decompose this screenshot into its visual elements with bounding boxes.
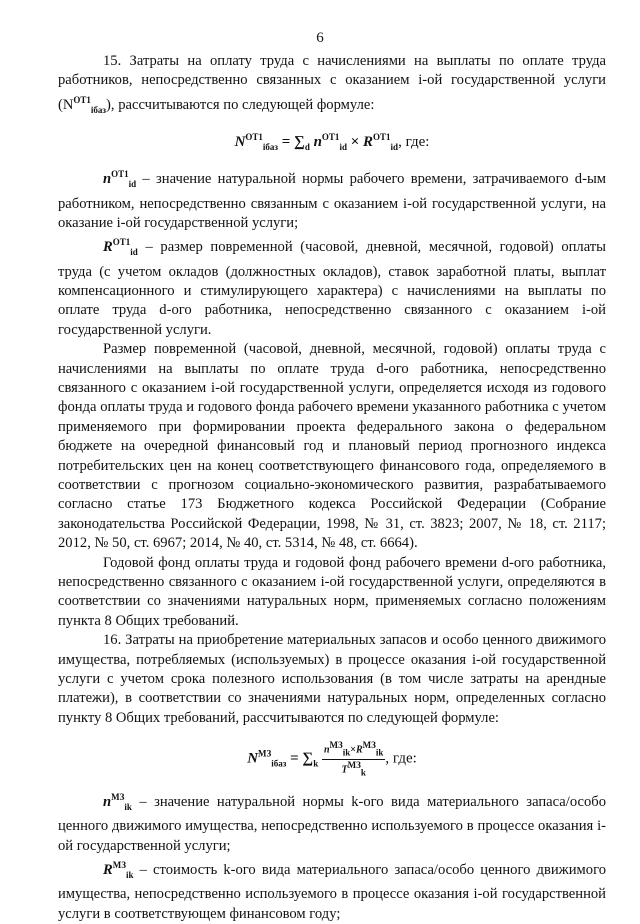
item-16-def-n: $n^{МЗ}_{ik}$ – значение натуральной нормы k-ого вида материального запаса/особо ценного движимого имущества, непосредственно используемого в процессе оказания i-ой государственной услуги; bbox=[58, 791, 606, 854]
item-16-intro: 16. Затраты на приобретение материальных запасов и особо ценного движимого имущества, потребляемых (используемых) в процессе оказания i-ой государственной услуги с учетом срока полезного использования (в том числе затраты на арендные платежи), в соответствии со значениями натуральных норм, определенных согласно пункту 8 Общих требований, рассчитываются по следующей формуле: bbox=[58, 632, 606, 726]
page-number: 6 bbox=[316, 30, 324, 46]
formula-fraction: $\frac{n^{МЗ}_{ik}\times R^{МЗ}_{ik}}{T^{МЗ}_k}$ bbox=[323, 740, 384, 777]
document-body bbox=[58, 52, 606, 924]
item-16-def-r: $R^{МЗ}_{ik}$ – стоимость k-ого вида материального запаса/особо ценного движимого имущества, непосредственно используемого в процессе оказания i-ой государственной услуги в соответствующем финансовом году; bbox=[58, 859, 606, 922]
item-15-para-2: Годовой фонд оплаты труда и годовой фонд рабочего времени d-ого работника, непосредственно связанного с оказанием i-ой государственной услуги, определяются в соответствии со значениями натуральных норм, применяемых согласно положениям пункта 8 Общих требований. bbox=[58, 554, 606, 629]
item-15-para-1: Размер повременной (часовой, дневной, месячной, годовой) оплаты труда с начислениями на выплаты по оплате труда d-ого работника, непосредственно связанного с оказанием i-ой государственной услуги, определяется исходя из годового фонда оплаты труда и годового фонда рабочего времени указанного работника с учетом применяемого при формировании проекта федерального закона о федеральном бюджете на очередной финансовый год и плановый период прогнозного индекса потребительских цен на конец соответствующего финансового года, определяемого в соответствии с прогнозом социально-экономического развития, разрабатываемого согласно статье 173 Бюджетного кодекса Российской Федерации (Собрание законодательства Российской Федерации, 1998, № 31, ст. 3823; 2007, № 18, ст. 2117; 2012, № 50, ст. 6967; 2014, № 40, ст. 5314, № 48, ст. 6664). bbox=[58, 341, 606, 552]
formula-materials-costs: $N^{МЗ}_{iбаз} = \sum_k$ $\frac{n^{МЗ}_{ik}\times R^{МЗ}_{ik}}{T^{МЗ}_k}$ , где: bbox=[247, 740, 417, 777]
item-15-intro: 15. Затраты на оплату труда с начислениями на выплаты по оплате труда работников, непосредственно связанных с оказанием i-ой государственной услуги $(N^{ОТ1}_{iбаз})$, рассчитываются по следующей формуле: bbox=[58, 53, 606, 115]
formula-labor-costs: $N^{ОТ1}_{iбаз} = \sum_d$ $n^{ОТ1}_{id} \times R^{ОТ1}_{id}$, где: bbox=[234, 131, 430, 152]
item-15-def-n: $n^{ОТ1}_{id}$ – значение натуральной нормы рабочего времени, затрачиваемого d-ым работником, непосредственно связанным с оказанием i-ой государственной услуги, на оказание i-ой государственной услуги; bbox=[58, 169, 606, 231]
item-15-def-r: $R^{ОТ1}_{id}$ – размер повременной (часовой, дневной, месячной, годовой) оплаты труда (с учетом окладов (должностных окладов), ставок заработной платы, выплат компенсационного и стимулирующего характера) с начислениями на выплаты по оплате труда d-ого работника, непосредственно связанного с оказанием i-ой государственной услуги. bbox=[58, 237, 606, 338]
